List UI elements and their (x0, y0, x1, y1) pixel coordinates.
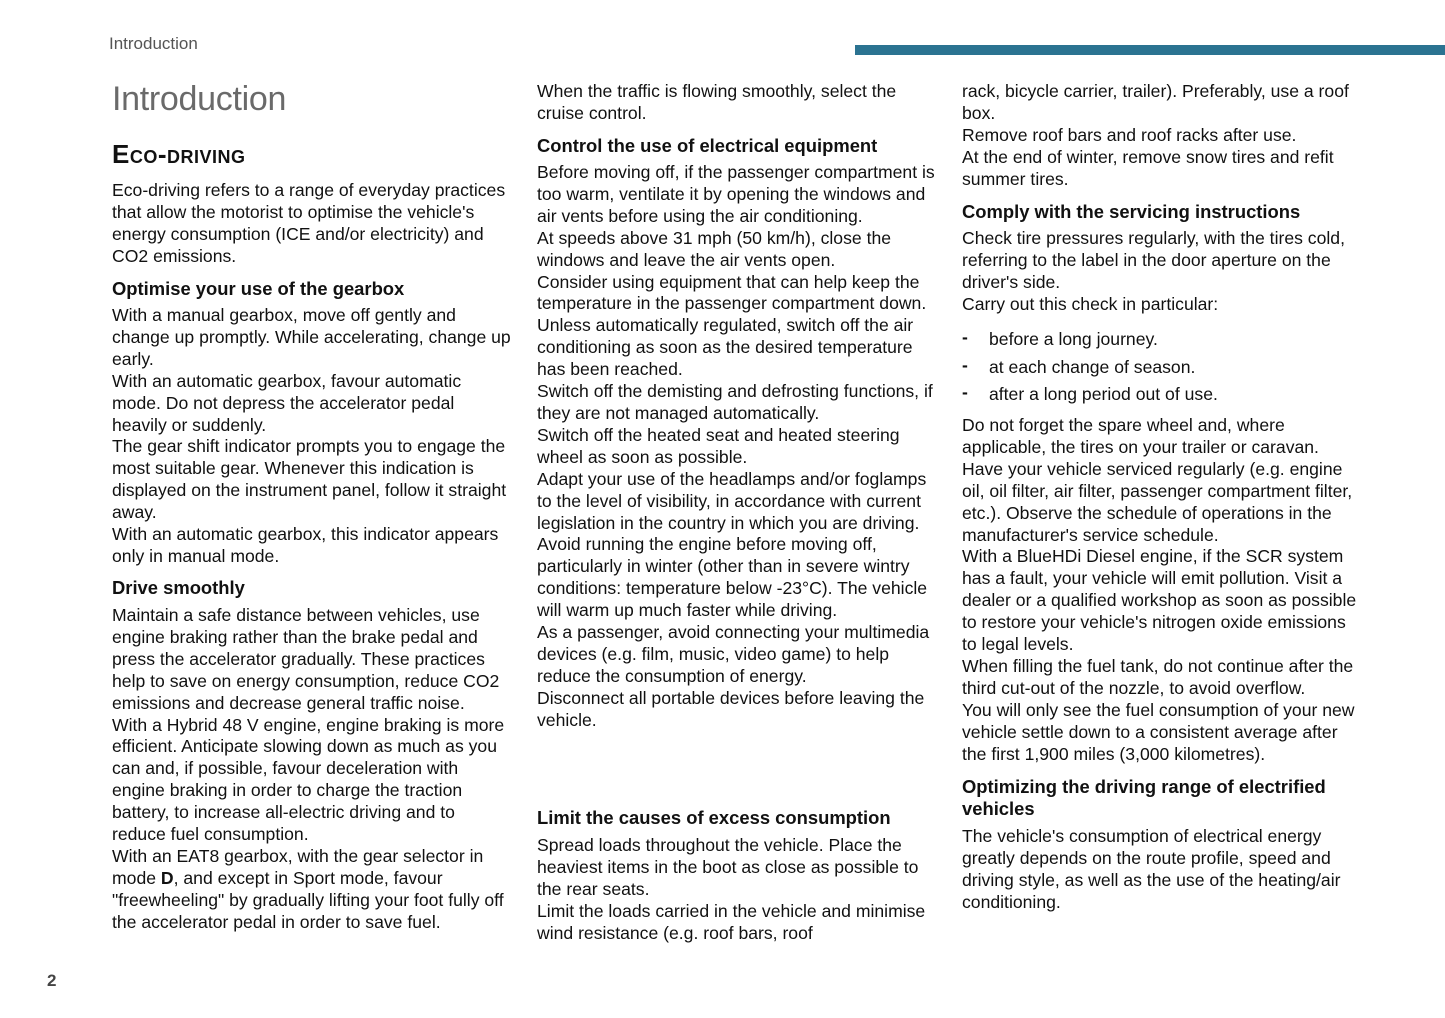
servicing-paragraph: With a BlueHDi Diesel engine, if the SCR system has a fault, your vehicle will emit pollution. Visit a dealer or a qualified workshop as soon as possible to restore your vehicle's nitrogen oxide emissions to legal levels. (962, 546, 1357, 655)
range-heading: Optimizing the driving range of electrified vehicles (962, 776, 1326, 819)
dash-marker: - (962, 382, 968, 402)
continuation-paragraph: rack, bicycle carrier, trailer). Preferably, use a roof box. (962, 81, 1349, 123)
smooth-section (112, 577, 512, 599)
electrical-paragraph: Adapt your use of the headlamps and/or foglamps to the level of visibility, in accordance with current legislation in the country in which you are driving. (537, 468, 927, 533)
eat8-text-a: With an EAT8 gearbox, with the gear selector in mode (112, 845, 484, 888)
electrical-paragraph: As a passenger, avoid connecting your multimedia devices (e.g. film, music, video game) to help reduce the consumption of energy. (537, 622, 930, 686)
electrical-paragraph: Unless automatically regulated, switch off the air conditioning as soon as the desired temperature has been reached. (537, 315, 914, 380)
smooth-paragraph: Maintain a safe distance between vehicles, use engine braking rather than the brake pedal and press the accelerator gradually. These practices help to save on energy consumption, reduce CO2 emissions and decrease general traffic noise. (112, 605, 500, 713)
excess-paragraph: Spread loads throughout the vehicle. Place the heaviest items in the boot as close as possible to the rear seats. (537, 835, 919, 899)
continuation-paragraph: Remove roof bars and roof racks after use. (962, 124, 1297, 145)
servicing-paragraph: Have your vehicle serviced regularly (e.g. engine oil, oil filter, air filter, passenger compartment filter, etc.). Observe the schedule of operations in the manufacturer's service schedule. (962, 458, 1353, 545)
electrical-paragraph: At speeds above 31 mph (50 km/h), close the windows and leave the air vents open. (537, 227, 892, 270)
smooth-paragraph-eat8 (112, 846, 512, 934)
eco-driving-intro: Eco-driving refers to a range of everyday practices that allow the motorist to optimise the vehicle's energy consumption (ICE and/or electricity) and CO2 emissions. (112, 180, 506, 266)
gearbox-heading: Optimise your use of the gearbox (112, 278, 405, 299)
electrical-paragraph: Before moving off, if the passenger compartment is too warm, ventilate it by opening the windows and air vents before using the air conditioning. (537, 162, 935, 226)
dash-marker: - (962, 327, 968, 347)
smooth-paragraph: With a Hybrid 48 V engine, engine braking is more efficient. Anticipate slowing down as much as you can and, if possible, favour deceleration with engine braking in order to charge the traction battery, to increase all-electric driving and to reduce fuel consumption. (112, 714, 505, 845)
excess-body (537, 835, 939, 945)
servicing-paragraph: You will only see the fuel consumption of your new vehicle settle down to a consistent average after the first 1,900 miles (3,000 kilometres). (962, 699, 1355, 764)
mode-d-label: D (160, 867, 174, 888)
bullet-list (962, 329, 1364, 412)
cruise-paragraph: When the traffic is flowing smoothly, select the cruise control. (537, 81, 897, 123)
list-item-text: at each change of season. (989, 356, 1196, 377)
col1-intro-block (112, 180, 512, 268)
gearbox-paragraph: With a manual gearbox, move off gently and change up promptly. While accelerating, change up early. (112, 305, 511, 369)
cruise-block (537, 81, 939, 125)
servicing-paragraph: When filling the fuel tank, do not continue after the third cut-out of the nozzle, to avoid overflow. (962, 655, 1354, 698)
page-number: 2 (47, 971, 57, 990)
roof-continuation (962, 81, 1364, 191)
smooth-body (112, 605, 512, 934)
list-item-text: before a long journey. (989, 329, 1158, 349)
servicing-paragraph: Check tire pressures regularly, with the tires cold, referring to the label in the door aperture on the driver's side. (962, 228, 1345, 292)
list-item (962, 354, 1364, 385)
range-section (962, 776, 1364, 820)
gearbox-section (112, 278, 512, 300)
range-paragraph: The vehicle's consumption of electrical energy greatly depends on the route profile, speed and driving style, as well as the use of the heating/air conditioning. (962, 826, 1341, 912)
continuation-paragraph: At the end of winter, remove snow tires and refit summer tires. (962, 146, 1334, 189)
running-header: Introduction (109, 34, 198, 53)
servicing-body-bottom (962, 415, 1364, 766)
eat8-text-b: , and except in Sport mode, favour "freewheeling" by gradually lifting your foot fully off the accelerator pedal in order to save fuel. (112, 867, 504, 932)
section-title: Eco-driving (112, 139, 246, 169)
electrical-paragraph: Switch off the demisting and defrosting functions, if they are not managed automatically. (537, 381, 933, 423)
header-accent-bar (855, 45, 1445, 55)
excess-paragraph: Limit the loads carried in the vehicle and minimise wind resistance (e.g. roof bars, roof (537, 900, 926, 943)
electrical-paragraph: Consider using equipment that can help keep the temperature in the passenger compartment down. (537, 271, 927, 314)
electrical-paragraph: Switch off the heated seat and heated steering wheel as soon as possible. (537, 424, 900, 467)
servicing-heading: Comply with the servicing instructions (962, 201, 1301, 222)
dash-marker: - (962, 354, 968, 375)
list-item-text: after a long period out of use. (989, 384, 1218, 404)
list-item (962, 329, 1364, 357)
servicing-paragraph: Do not forget the spare wheel and, where applicable, the tires on your trailer or caravan. (962, 415, 1319, 457)
servicing-paragraph: Carry out this check in particular: (962, 293, 1219, 314)
range-body (962, 826, 1364, 914)
gearbox-paragraph: With an automatic gearbox, this indicator appears only in manual mode. (112, 524, 499, 566)
servicing-section (962, 201, 1364, 223)
electrical-paragraph: Avoid running the engine before moving off, particularly in winter (other than in severe wintry conditions: temperature below -23°C). The vehicle will warm up much faster while driving. (537, 534, 928, 621)
excess-section (537, 807, 939, 829)
drive-smoothly-heading: Drive smoothly (112, 577, 245, 598)
gearbox-paragraph: With an automatic gearbox, favour automatic mode. Do not depress the accelerator pedal heavily or suddenly. (112, 370, 462, 435)
servicing-body-top (962, 228, 1364, 316)
electrical-heading: Control the use of electrical equipment (537, 135, 878, 156)
electrical-section (537, 135, 939, 157)
electrical-paragraph: Disconnect all portable devices before leaving the vehicle. (537, 687, 925, 730)
page-title: Introduction (112, 80, 287, 118)
list-item (962, 384, 1364, 412)
excess-heading: Limit the causes of excess consumption (537, 807, 891, 828)
gearbox-body (112, 305, 512, 568)
electrical-body (537, 162, 939, 732)
servicing-bullets (962, 329, 1364, 412)
gearbox-paragraph: The gear shift indicator prompts you to engage the most suitable gear. Whenever this indication is displayed on the instrument panel, follow it straight away. (112, 436, 507, 523)
